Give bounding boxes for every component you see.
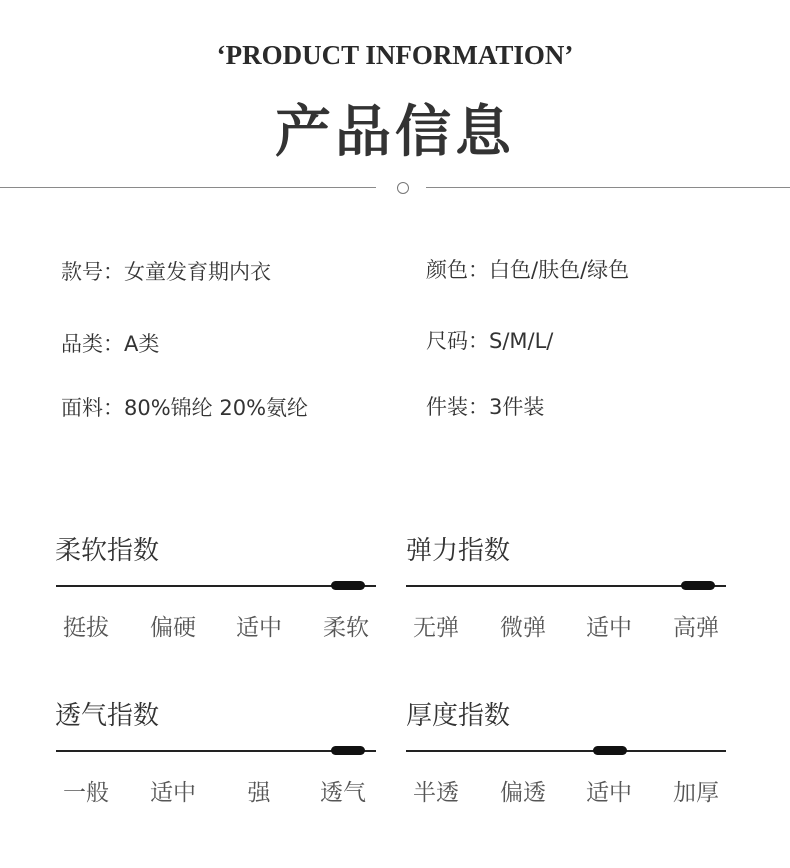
softness-label-2: 偏硬: [150, 615, 196, 641]
elasticity-label-2: 微弹: [500, 615, 546, 641]
softness-index-track: [56, 585, 376, 587]
thickness-index-title: 厚度指数: [406, 701, 511, 731]
divider-circle-icon: [397, 182, 409, 194]
divider-right: [426, 187, 790, 188]
softness-label-1: 挺拔: [63, 615, 109, 641]
thickness-label-3: 适中: [586, 780, 632, 806]
elasticity-label-4: 高弹: [673, 615, 719, 641]
softness-index-title: 柔软指数: [55, 536, 160, 566]
softness-label-4: 柔软: [323, 615, 369, 641]
elasticity-index-title: 弹力指数: [406, 536, 511, 566]
thickness-label-1: 半透: [413, 780, 459, 806]
elasticity-index-track: [406, 585, 726, 587]
breathability-index-track: [56, 750, 376, 752]
breathability-label-3: 强: [247, 780, 271, 806]
breathability-index-marker: [331, 746, 365, 755]
softness-index-marker: [331, 581, 365, 590]
info-fabric: 面料：80%锦纶 20%氨纶: [61, 396, 309, 420]
english-title: ‘PRODUCT INFORMATION’: [216, 40, 574, 70]
info-size: 尺码：S/M/L/: [426, 329, 554, 353]
thickness-label-4: 加厚: [673, 780, 719, 806]
elasticity-index-marker: [681, 581, 715, 590]
thickness-label-2: 偏透: [500, 780, 546, 806]
thickness-index-track: [406, 750, 726, 752]
breathability-index-title: 透气指数: [55, 701, 160, 731]
breathability-label-1: 一般: [63, 780, 109, 806]
info-pack: 件装：3件装: [426, 395, 545, 419]
softness-label-3: 适中: [236, 615, 282, 641]
elasticity-label-3: 适中: [586, 615, 632, 641]
info-color: 颜色：白色/肤色/绿色: [426, 258, 630, 282]
divider-left: [0, 187, 376, 188]
elasticity-label-1: 无弹: [413, 615, 459, 641]
chinese-title: 产品信息: [275, 100, 515, 165]
breathability-label-4: 透气: [320, 780, 366, 806]
breathability-label-2: 适中: [150, 780, 196, 806]
thickness-index-marker: [593, 746, 627, 755]
info-category: 品类：A类: [61, 332, 160, 356]
info-model: 款号：女童发育期内衣: [61, 260, 271, 284]
